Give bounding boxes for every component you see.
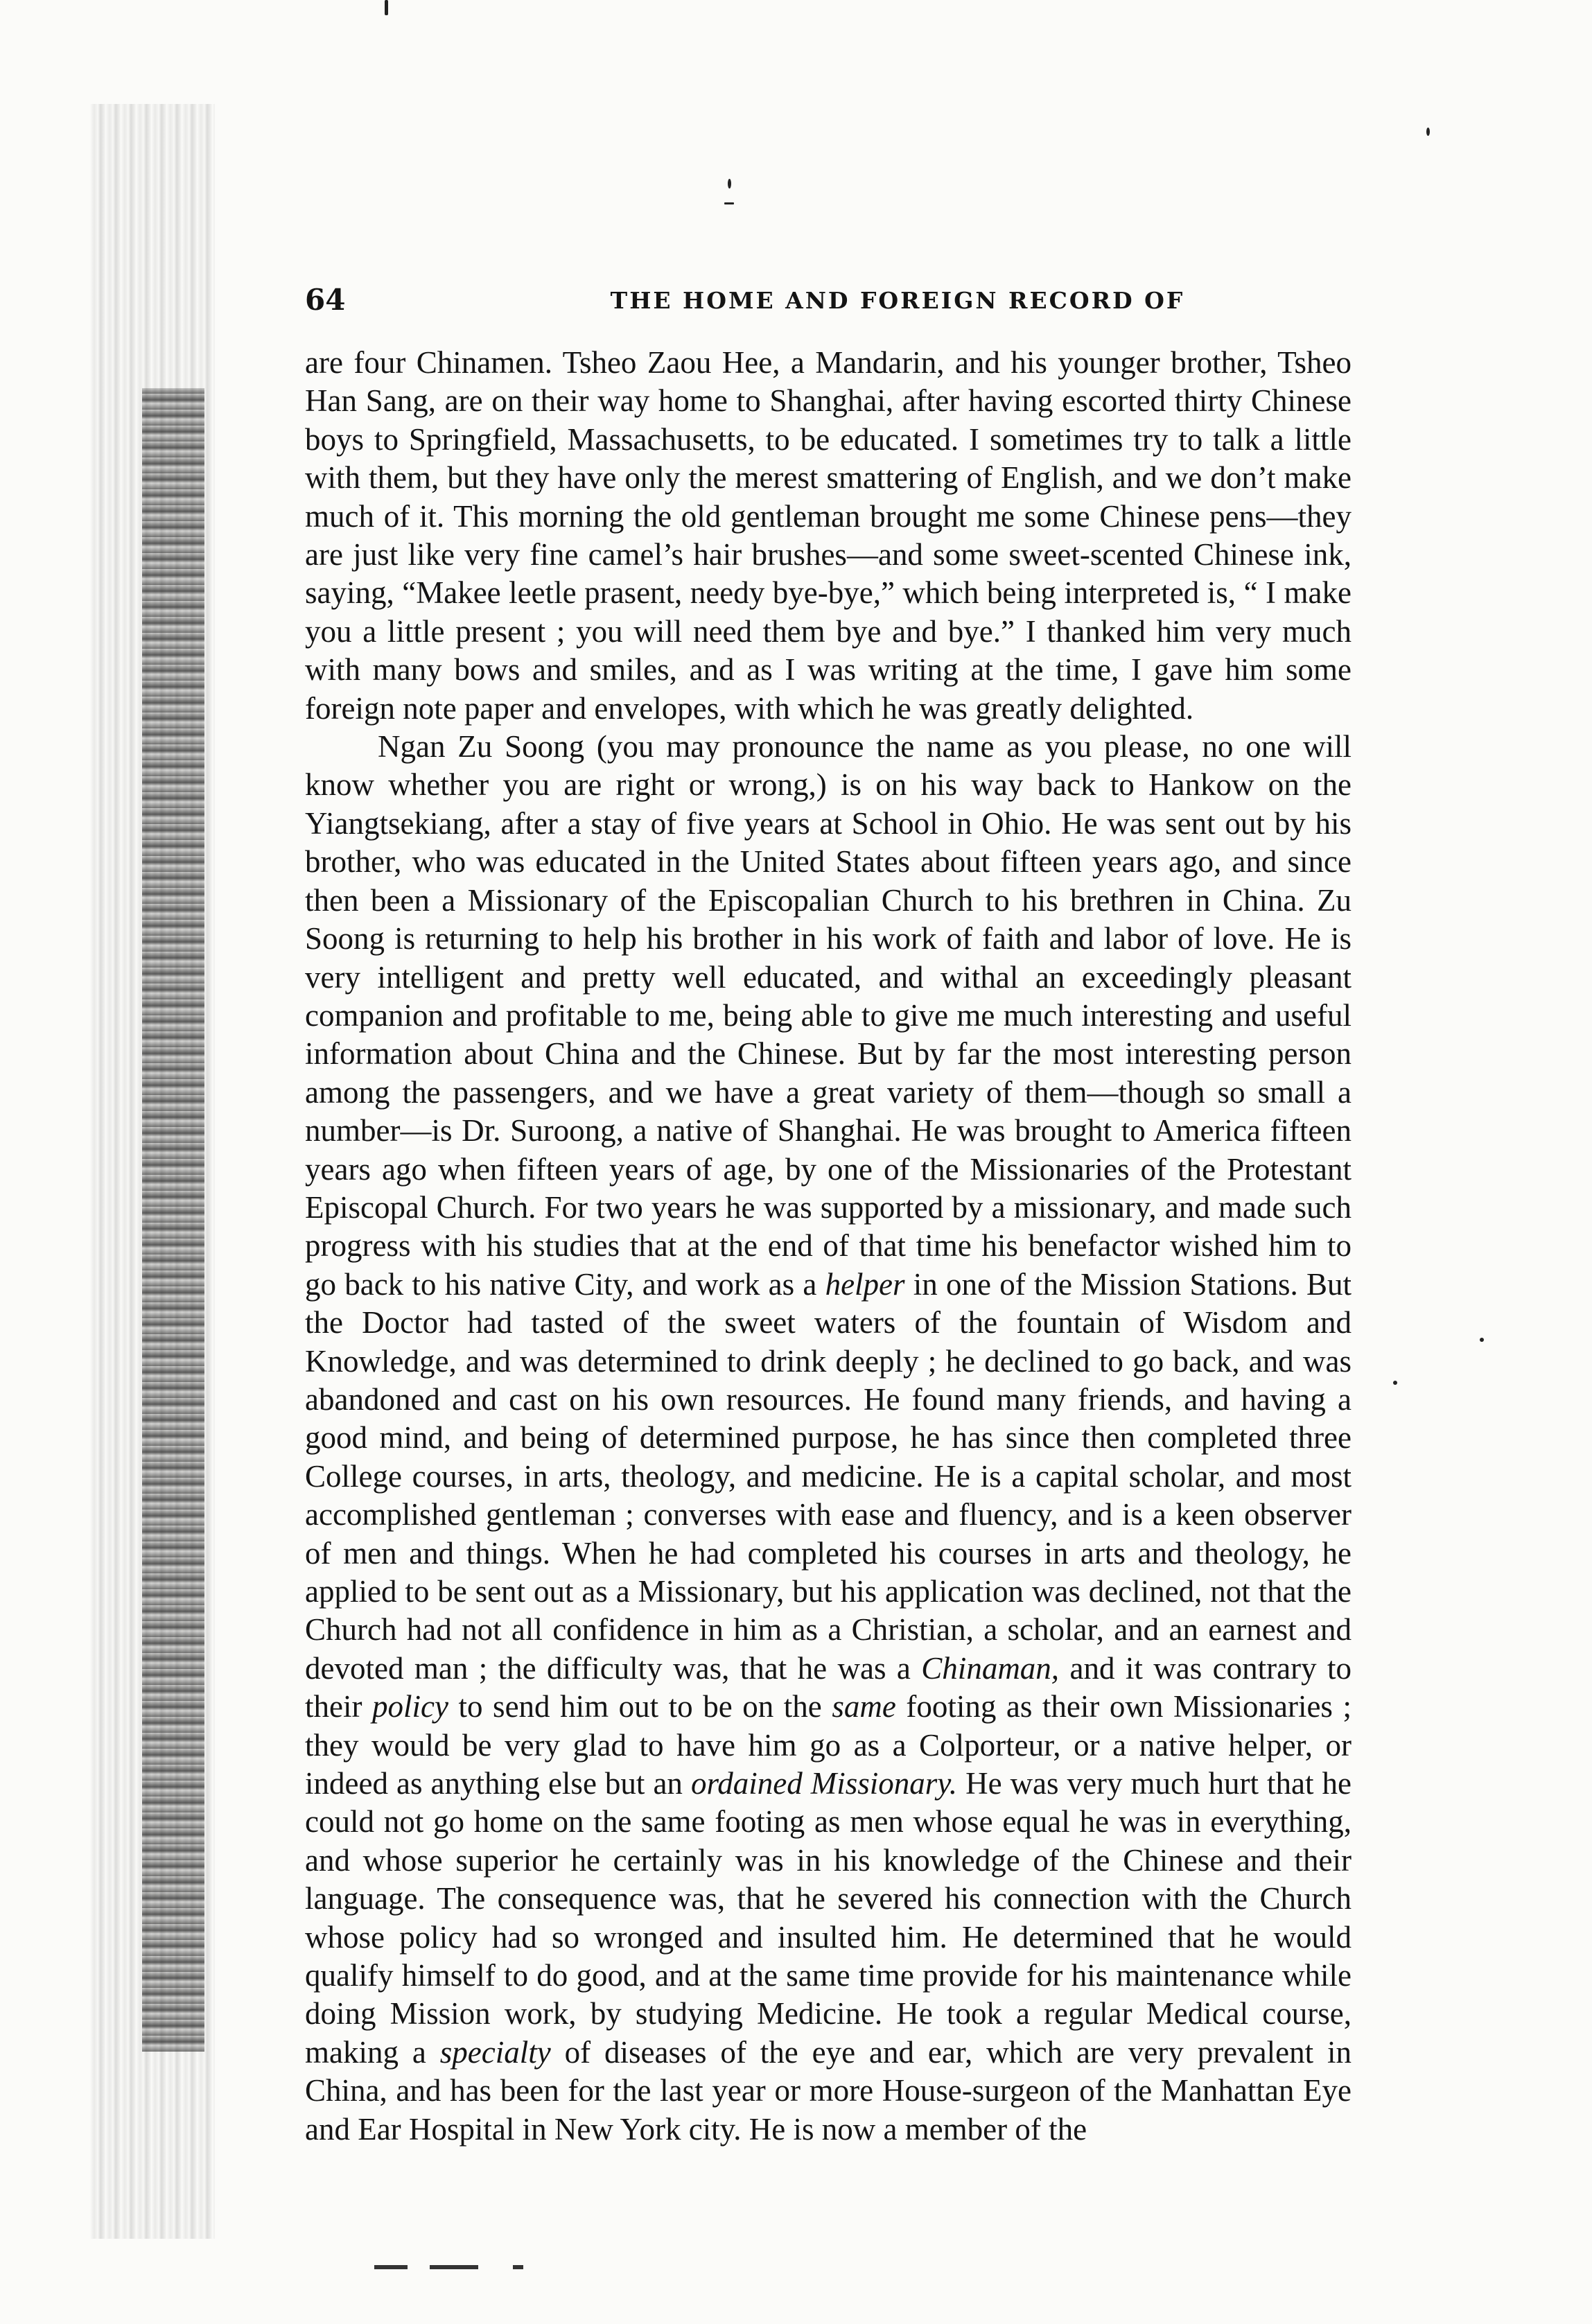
scan-speck bbox=[1426, 128, 1430, 136]
book-page bbox=[305, 283, 1352, 2149]
text-run: He was very much hurt that he could not go home on the same footing as men whose equal he was in everything, and whose superior he certainly was in his knowledge of the Chinese and their language. The consequence was, that he severed his connection with the Church whose policy had so wronged and insulted him. He determined that he would qualify himself to do good, and at the same time provide for his maintenance while doing Mission work, by studying Medicine. He took a regular Medical course, making a bbox=[305, 1766, 1352, 2070]
text-run: in one of the Mission Stations. But the Doctor had tasted of the sweet waters of the fountain of Wisdom and Knowledge, and was determined to drink deeply ; he declined to go back, and was abandoned and cast on his own resources. He found many friends, and having a good mind, and being of determined purpose, he has since then completed three College courses, in arts, theology, and medicine. He is a capital scholar, and most accomplished gentleman ; converses with ease and fluency, and is a keen observer of men and things. When he had completed his courses in arts and theology, he applied to be sent out as a Missionary, but his application was declined, not that the Church had not all confidence in him as a Christian, a scholar, and an earnest and devoted man ; the difficulty was, that he was a bbox=[305, 1266, 1352, 1686]
page-header bbox=[305, 283, 1352, 331]
scan-speck bbox=[1480, 1338, 1484, 1342]
text-run: Ngan Zu Soong (you may pronounce the name as you please, no one will know whether you are right or wrong,) is on his way back to Hankow on the Yiangtsekiang, after a stay of five years at School in Ohio. He was sent out by his brother, who was educated in the United States about fifteen years ago, and since then been a Missionary of the Episcopalian Church to his brethren in China. Zu Soong is returning to help his brother in his work of faith and labor of love. He is very intelligent and pretty well educated, and withal an exceedingly pleasant companion and profitable to me, being able to give me much interesting and useful information about China and the Chinese. But by far the most interesting person among the passengers, and we have a great variety of them—though so small a number—is Dr. Suroong, a native of Shanghai. He was brought to America fifteen years ago when fifteen years of age, by one of the Missionaries of the Protestant Episcopal Church. For two years he was supported by a missionary, and made such progress with his studies that at the end of that time his benefactor wished him to go back to his native City, and work as a bbox=[305, 729, 1352, 1302]
running-head: THE HOME AND FOREIGN RECORD OF bbox=[610, 287, 1185, 314]
text-run: of diseases of the eye and ear, which are very prevalent in China, and has been for the last year or more House-surgeon of the Manhattan Eye and Ear Hospital in New York city. He is now a member of the bbox=[305, 2034, 1352, 2147]
scan-binding-shadow bbox=[142, 388, 204, 2052]
scan-speck bbox=[724, 202, 734, 204]
paragraph bbox=[305, 728, 1352, 2149]
page-number: 64 bbox=[305, 283, 346, 317]
italic-text: policy bbox=[372, 1689, 448, 1724]
scan-speck bbox=[385, 0, 388, 15]
scan-speck bbox=[1393, 1381, 1397, 1385]
italic-text: helper bbox=[825, 1266, 905, 1302]
scan-speck bbox=[728, 179, 731, 189]
text-run: and it was contrary to their bbox=[305, 1650, 1352, 1724]
italic-text: Chinaman, bbox=[921, 1650, 1060, 1686]
text-run: are four Chinamen. Tsheo Zaou Hee, a Mandarin, and his younger brother, Tsheo Han Sang, are on their way home to Shanghai, after having escorted thirty Chinese boys to Springfield, Massachusetts, to be educated. I sometimes try to talk a little with them, but they have only the merest smattering of English, and we don’t make much of it. This morning the old gentleman brought me some Chinese pens—they are just like very fine camel’s hair brushes—and some sweet-scented Chinese ink, saying, “Makee leetle prasent, needy bye-bye,” which being interpreted is, “ I make you a little present ; you will need them bye and bye.” I thanked him very much with many bows and smiles, and as I was writing at the time, I gave him some foreign note paper and envelopes, with which he was greatly delighted. bbox=[305, 345, 1352, 726]
scan-footer-marks bbox=[374, 2265, 554, 2269]
text-run: footing as their own Missionaries ; they would be very glad to have him go as a Colporteur, or a native helper, or indeed as anything else but an bbox=[305, 1689, 1352, 1801]
article-body bbox=[305, 344, 1352, 2149]
paragraph bbox=[305, 344, 1352, 728]
italic-text: same bbox=[832, 1689, 896, 1724]
italic-text: ordained Missionary. bbox=[690, 1766, 958, 1801]
italic-text: specialty bbox=[439, 2034, 551, 2070]
text-run: to send him out to be on the bbox=[448, 1689, 832, 1724]
